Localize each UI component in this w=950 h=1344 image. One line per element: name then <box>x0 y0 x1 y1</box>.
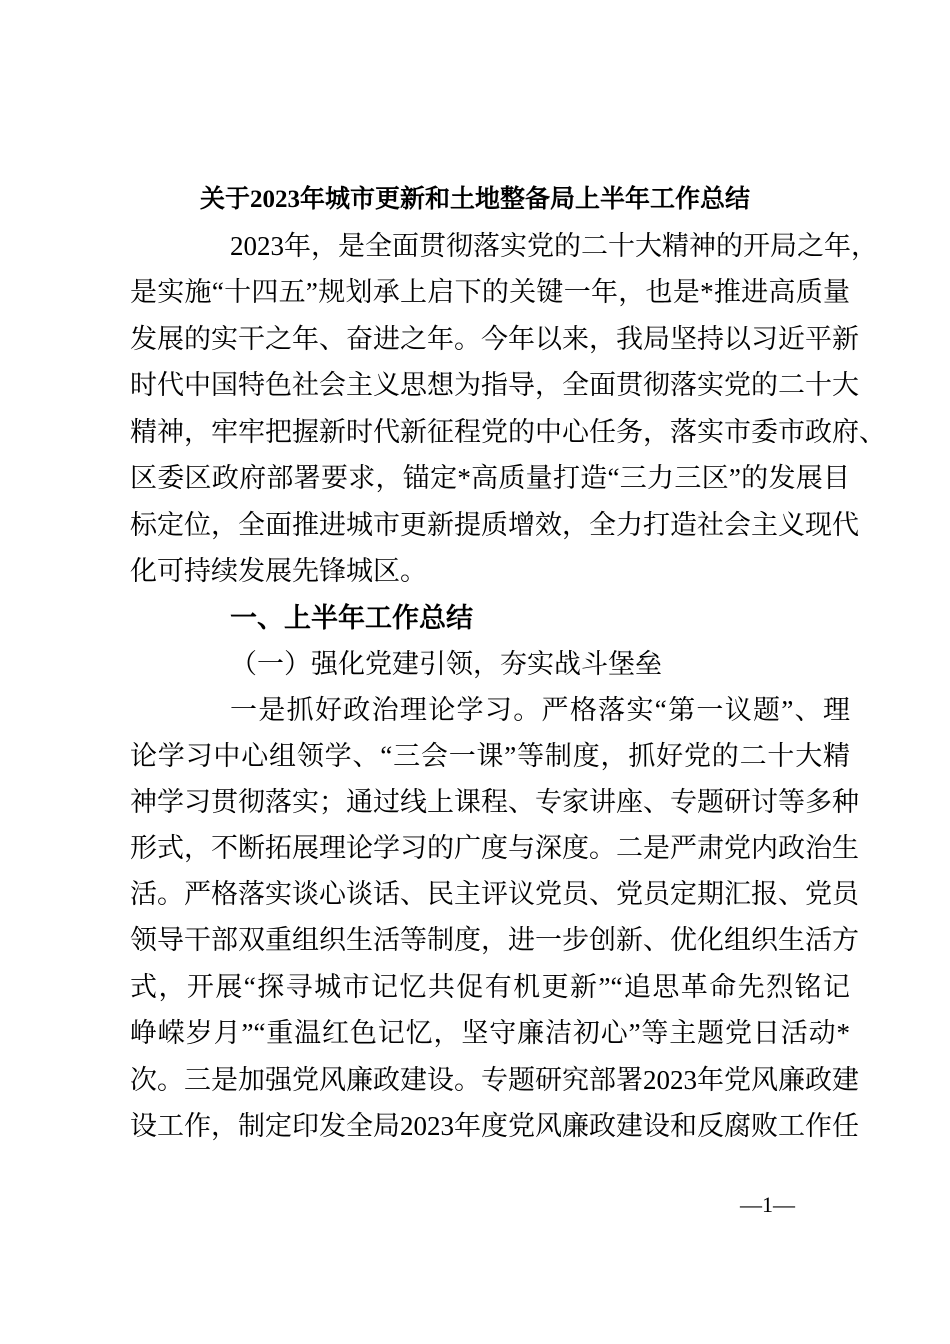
text-line: 式，开展“探寻城市记忆共促有机更新”“追思革命先烈铭记 <box>130 972 850 1002</box>
text-line: 设工作，制定印发全局2023年度党风廉政建设和反腐败工作任 <box>130 1111 859 1141</box>
text-line: 次。三是加强党风廉政建设。专题研究部署2023年党风廉政建 <box>130 1065 859 1095</box>
text-line: 化可持续发展先锋城区。 <box>130 556 427 586</box>
text-line: 一是抓好政治理论学习。严格落实“第一议题”、理 <box>230 695 850 725</box>
document-title: 关于2023年城市更新和土地整备局上半年工作总结 <box>199 186 750 213</box>
text-line: 2023年，是全面贯彻落实党的二十大精神的开局之年， <box>230 231 878 261</box>
text-line: 发展的实干之年、奋进之年。今年以来，我局坚持以习近平新 <box>130 324 859 354</box>
text-line: 峥嵘岁月”“重温红色记忆，坚守廉洁初心”等主题党日活动* <box>130 1018 850 1048</box>
text-line: 领导干部双重组织生活等制度，进一步创新、优化组织生活方 <box>130 925 859 955</box>
text-line: 是实施“十四五”规划承上启下的关键一年，也是*推进高质量 <box>130 277 850 307</box>
subsection-heading: （一）强化党建引领，夯实战斗堡垒 <box>230 649 662 679</box>
text-line: 标定位，全面推进城市更新提质增效，全力打造社会主义现代 <box>130 510 859 540</box>
text-line: 区委区政府部署要求，锚定*高质量打造“三力三区”的发展目 <box>130 463 850 493</box>
text-line: 精神，牢牢把握新时代新征程党的中心任务，落实市委市政府、 <box>130 417 886 447</box>
text-line: 形式，不断拓展理论学习的广度与深度。二是严肃党内政治生 <box>130 833 859 863</box>
page-number: —1— <box>740 1192 795 1217</box>
text-line: 论学习中心组领学、“三会一课”等制度，抓好党的二十大精 <box>130 741 850 771</box>
section-heading: 一、上半年工作总结 <box>230 603 473 633</box>
text-line: 神学习贯彻落实；通过线上课程、专家讲座、专题研讨等多种 <box>130 787 859 817</box>
text-line: 活。严格落实谈心谈话、民主评议党员、党员定期汇报、党员 <box>130 879 859 909</box>
text-line: 时代中国特色社会主义思想为指导，全面贯彻落实党的二十大 <box>130 370 859 400</box>
